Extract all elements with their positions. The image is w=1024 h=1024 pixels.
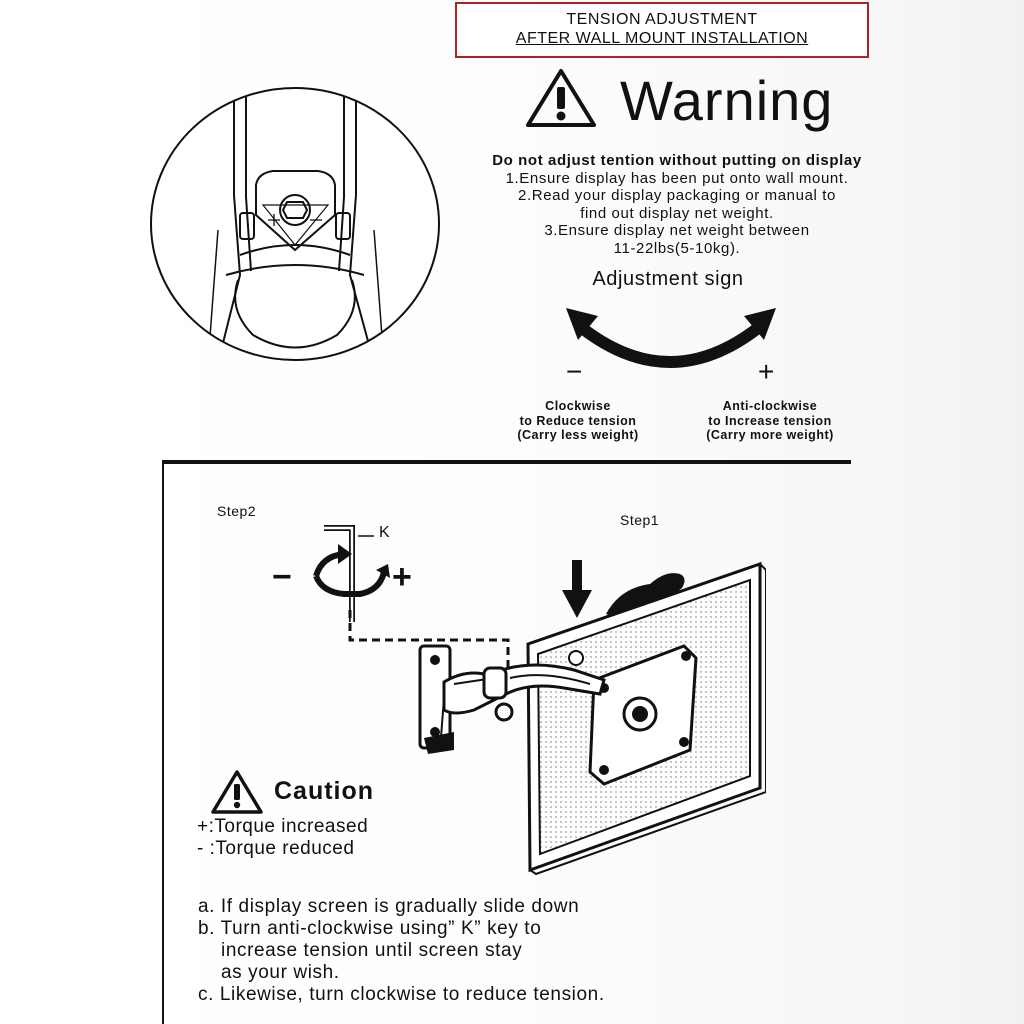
clockwise-label-line-3: (Carry less weight) <box>517 428 639 442</box>
instruction-b: b. Turn anti-clockwise using” K” key to <box>198 918 542 939</box>
caution-line-torque-increased: +:Torque increased <box>197 816 369 837</box>
step1-label: Step1 <box>620 512 660 528</box>
step2-label: Step2 <box>217 503 257 519</box>
instruction-b-cont-2: as your wish. <box>221 962 340 983</box>
clockwise-label <box>500 399 656 443</box>
warning-item-3-cont: 11-22lbs(5-10kg). <box>613 239 741 257</box>
clockwise-label-line-1: Clockwise <box>545 399 611 413</box>
warning-triangle-icon <box>524 67 598 129</box>
warning-title: Warning <box>620 69 834 132</box>
monitor-and-mount-illustration <box>414 560 766 876</box>
title-line-1: TENSION ADJUSTMENT <box>566 11 758 28</box>
caution-title: Caution <box>274 777 375 805</box>
title-line-2: AFTER WALL MOUNT INSTALLATION <box>515 30 809 47</box>
adjust-plus-sign: + <box>758 356 775 387</box>
caution-triangle-icon <box>210 768 264 816</box>
left-frame-line <box>162 460 164 1024</box>
instruction-c: c. Likewise, turn clockwise to reduce tension. <box>198 984 605 1005</box>
section-divider <box>163 460 851 464</box>
title-box <box>455 2 869 58</box>
warning-item-2: 2.Read your display packaging or manual to <box>518 187 836 204</box>
clockwise-label-line-2: to Reduce tension <box>519 413 637 428</box>
warning-headline: Do not adjust tention without putting on display <box>492 152 862 169</box>
anticlockwise-label-line-2: to Increase tension <box>708 413 832 428</box>
curved-double-arrow-icon <box>560 300 782 372</box>
caution-line-torque-reduced: - :Torque reduced <box>197 838 355 859</box>
instruction-b-cont-1: increase tension until screen stay <box>221 940 523 961</box>
warning-item-1: 1.Ensure display has been put onto wall mount. <box>505 169 849 187</box>
anticlockwise-label-line-3: (Carry more weight) <box>706 428 834 442</box>
instructions-block <box>198 896 605 1006</box>
anticlockwise-label <box>692 399 848 443</box>
anticlockwise-label-line-1: Anti-clockwise <box>722 399 818 413</box>
caution-lines <box>197 816 368 860</box>
warning-item-2-cont: find out display net weight. <box>580 204 774 222</box>
adjust-minus-sign: − <box>566 356 583 387</box>
adjustment-sign-title: Adjustment sign <box>592 268 744 290</box>
warning-text-block <box>470 152 884 257</box>
dial-plus-sign: + <box>392 558 412 596</box>
zoomed-adjuster-illustration <box>148 85 442 363</box>
warning-item-3: 3.Ensure display net weight between <box>544 222 810 239</box>
instruction-a: a. If display screen is gradually slide down <box>198 896 580 917</box>
dial-minus-sign: − <box>272 558 292 596</box>
key-label: K <box>379 524 390 541</box>
